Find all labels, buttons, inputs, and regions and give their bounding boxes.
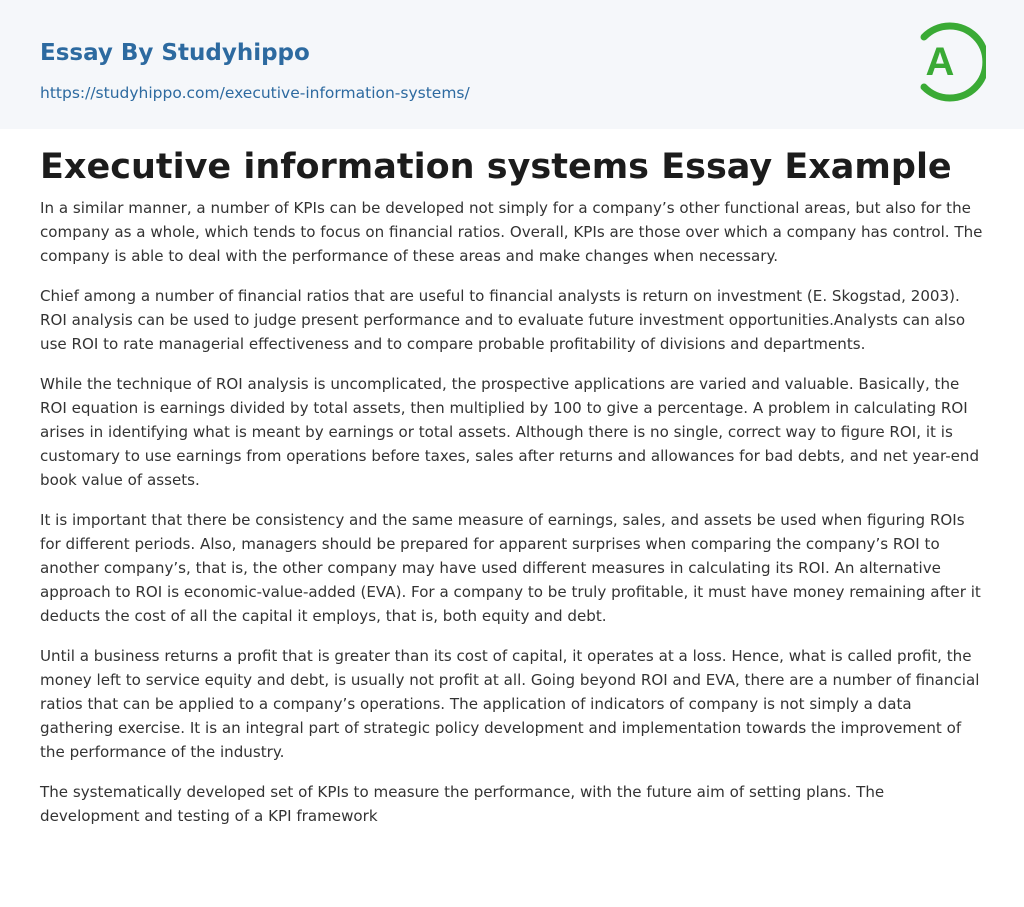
page-title: Executive information systems Essay Example [40, 147, 952, 187]
paragraph: It is important that there be consistency and the same measure of earnings, sales, and assets be used when figuring ROIs for different periods. Also, managers should be prepared for apparent surprises when comparing the company’s ROI to another company’s, that is, the other company may have used different measures in calculating its ROI. An alternative approach to ROI is economic-value-added (EVA). For a company to be truly profitable, it must have money remaining after it deducts the cost of all the capital it employs, that is, both equity and debt. [40, 511, 981, 625]
paragraph: Until a business returns a profit that is greater than its cost of capital, it operates at a loss. Hence, what is called profit, the money left to service equity and debt, is usually not profit at all. Going beyond ROI and EVA, there are a number of financial ratios that can be applied to a company’s operations. The application of indicators of company is not simply a data gathering exercise. It is an integral part of strategic policy development and implementation towards the improvement of the performance of the industry. [40, 647, 980, 761]
paragraph: The systematically developed set of KPIs to measure the performance, with the future aim of setting plans. The development and testing of a KPI framework [40, 783, 885, 825]
paragraph: Chief among a number of financial ratios that are useful to financial analysts is return on investment (E. Skogstad, 2003). ROI analysis can be used to judge present performance and to evaluate future investment opportunities.Analysts can also use ROI to rate managerial effectiveness and to compare probable profitability of divisions and departments. [40, 287, 966, 353]
source-url-link[interactable]: https://studyhippo.com/executive-information-systems/ [40, 84, 470, 102]
paragraph: In a similar manner, a number of KPIs can be developed not simply for a company’s other functional areas, but also for the company as a whole, which tends to focus on financial ratios. Overall, KPIs are those over which a company has control. The company is able to deal with the performance of these areas and make changes when necessary. [40, 199, 983, 265]
article-body [40, 196, 988, 828]
article [40, 140, 988, 844]
site-title[interactable]: Essay By Studyhippo [40, 40, 310, 66]
studyhippo-logo-icon[interactable] [912, 19, 986, 105]
logo-letter: A [925, 40, 955, 84]
site-header [0, 0, 1024, 129]
paragraph: While the technique of ROI analysis is uncomplicated, the prospective applications are varied and valuable. Basically, the ROI equation is earnings divided by total assets, then multiplied by 100 to give a percentage. A problem in calculating ROI arises in identifying what is meant by earnings or total assets. Although there is no single, correct way to figure ROI, it is customary to use earnings from operations before taxes, sales after returns and allowances for bad debts, and net year-end book value of assets. [40, 375, 980, 489]
